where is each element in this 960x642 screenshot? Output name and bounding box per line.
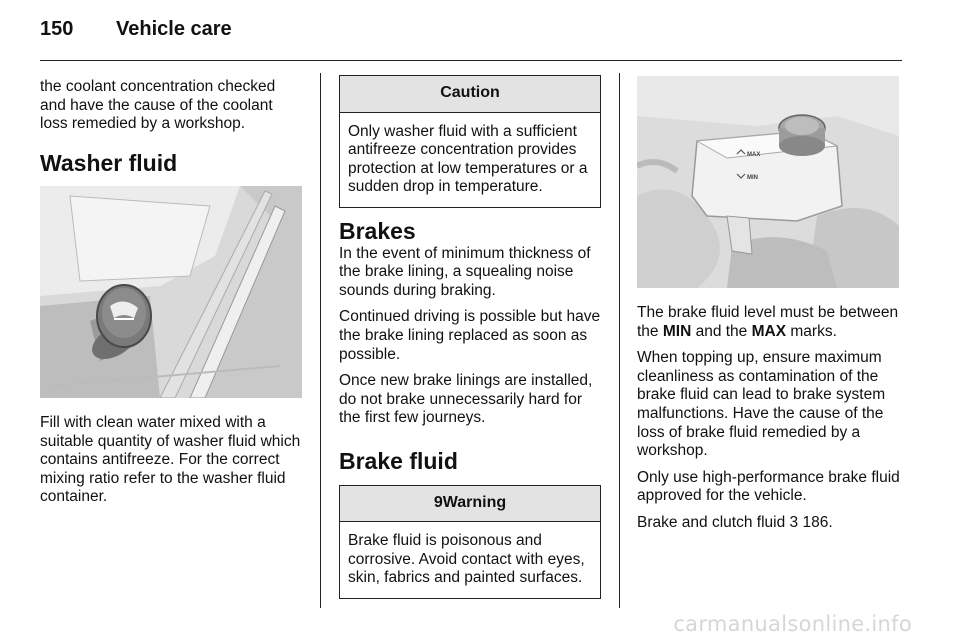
warning-icon: 9	[433, 493, 443, 511]
column-1	[40, 78, 302, 180]
fluid-level-text-2: and the	[691, 322, 752, 340]
column-2	[339, 75, 601, 599]
max-keyword: MAX	[751, 322, 787, 340]
caution-box	[339, 75, 601, 208]
column-1-body	[40, 414, 302, 515]
fluid-level-text-3: marks.	[786, 322, 837, 340]
cross-reference-paragraph	[637, 514, 907, 533]
min-label: MIN	[747, 175, 758, 181]
intro-paragraph: the coolant concentration checked and have the cause of the coolant loss remedied by a workshop.	[40, 78, 276, 133]
brake-fluid-heading: Brake fluid	[339, 447, 458, 474]
page-reference-link[interactable]: 186	[802, 513, 829, 531]
warning-box	[339, 485, 601, 599]
brake-fluid-reservoir-illustration	[637, 76, 899, 288]
washer-reservoir-illustration	[40, 186, 302, 398]
column-divider-1	[320, 73, 321, 608]
page-number: 150	[40, 18, 74, 40]
caution-title: Caution	[340, 76, 600, 113]
warning-title: Warning	[442, 493, 507, 511]
header-rule	[40, 60, 902, 61]
watermark: carmanualsonline.info	[673, 612, 912, 636]
washer-reservoir-photo	[40, 186, 302, 398]
brakes-paragraph-3: Once new brake linings are installed, do not brake unnecessarily hard for the first few journeys.	[339, 372, 593, 427]
max-label: MAX	[747, 152, 761, 158]
column-divider-2	[619, 73, 620, 608]
cross-reference-end: .	[828, 513, 833, 531]
page-header	[40, 18, 232, 41]
min-keyword: MIN	[662, 322, 692, 340]
washer-fluid-paragraph: Fill with clean water mixed with a suitable quantity of washer fluid which contains antifreeze. For the correct mixing ratio refer to the washer fluid container.	[40, 414, 301, 506]
brakes-heading: Brakes	[339, 217, 416, 244]
brakes-paragraph-2: Continued driving is possible but have the brake lining replaced as soon as possible.	[339, 308, 601, 363]
fluid-level-text-1: The brake fluid level must be between the	[637, 304, 899, 340]
column-3	[637, 304, 907, 541]
washer-fluid-heading: Washer fluid	[40, 149, 178, 176]
cross-reference-text: Brake and clutch fluid	[637, 513, 790, 531]
caution-text: Only washer fluid with a sufficient antifreeze concentration provides protection at low temperatures or a sudden drop in temperature.	[348, 122, 588, 196]
brakes-paragraph-1: In the event of minimum thickness of the brake lining, a squealing noise sounds during braking.	[339, 244, 591, 299]
warning-text: Brake fluid is poisonous and corrosive. Avoid contact with eyes, skin, fabrics and painted surfaces.	[348, 532, 585, 587]
fluid-level-paragraph	[637, 304, 907, 341]
page-title: Vehicle care	[116, 18, 232, 40]
brake-fluid-reservoir-photo	[637, 76, 899, 288]
approved-fluid-paragraph: Only use high-performance brake fluid approved for the vehicle.	[637, 468, 900, 505]
topping-up-paragraph: When topping up, ensure maximum cleanliness as contamination of the brake fluid can lead to brake system malfunctions. Have the cause of the loss of brake fluid remedied by a workshop.	[637, 349, 886, 460]
page-reference-icon: 3	[789, 513, 799, 531]
warning-header	[340, 486, 600, 523]
